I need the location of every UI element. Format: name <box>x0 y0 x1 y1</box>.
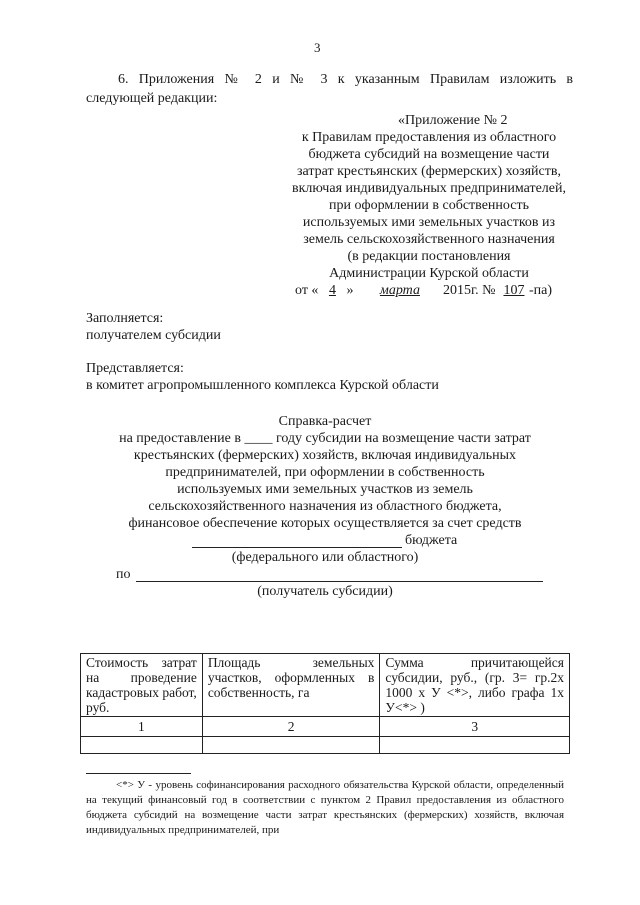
appendix-line: затрат крестьянских (фермерских) хозяйств, <box>296 164 561 179</box>
appendix-line: к Правилам предоставления из областного <box>301 130 557 145</box>
decree-number: 107 <box>503 283 525 298</box>
table-number-row <box>81 717 570 737</box>
table-cell <box>202 737 380 754</box>
certificate-title: Справка-расчет <box>278 414 372 429</box>
appendix-line: бюджета субсидий на возмещение части <box>308 147 550 162</box>
appendix-line: при оформлении в собственность <box>329 198 529 213</box>
submitted-value: в комитет агропромышленного комплекса Курской области <box>86 378 439 393</box>
subsidy-table <box>80 653 570 754</box>
budget-word: бюджета <box>405 533 458 548</box>
recipient-blank-line <box>136 581 543 582</box>
appendix-line: Администрации Курской области <box>329 266 529 281</box>
appendix-line: (в редакции постановления <box>347 249 511 264</box>
column-number: 2 <box>202 717 380 737</box>
certificate-line: предпринимателей, при оформлении в собственность <box>165 465 485 480</box>
filled-by-value: получателем субсидии <box>86 328 221 343</box>
date-day: 4 <box>328 283 336 298</box>
filled-by-label: Заполняется: <box>86 311 164 326</box>
date-year: 2015г. № <box>442 283 499 298</box>
certificate-line: на предоставление в ____ году субсидии на возмещение части затрат <box>119 431 531 446</box>
appendix-title: «Приложение № 2 <box>398 113 508 128</box>
paragraph-6-line2: следующей редакции: <box>86 91 218 106</box>
certificate-line: сельскохозяйственного назначения из областного бюджета, <box>148 499 502 514</box>
appendix-date <box>295 283 552 299</box>
date-suffix: -па) <box>528 283 552 298</box>
table-cell <box>81 737 203 754</box>
certificate-line: используемых ими земельных участков из земель <box>177 482 473 497</box>
page-number: 3 <box>314 40 321 55</box>
table-cell <box>380 737 570 754</box>
budget-blank-line <box>192 547 402 548</box>
recipient-caption: (получатель субсидии) <box>257 584 393 599</box>
appendix-line: земель сельскохозяйственного назначения <box>303 232 555 247</box>
po-label: по <box>116 567 131 582</box>
submitted-label: Представляется: <box>86 361 184 376</box>
date-month: марта <box>379 283 420 298</box>
header-area: Площадь земельных участков, оформленных в собственность, га <box>202 654 380 717</box>
date-prefix: от « <box>295 283 319 298</box>
table-row <box>81 737 570 754</box>
footnote-text: <*> У - уровень софинансирования расходного обязательства Курской области, определенный на текущий финансовый год в соответствии с пунктом 2 Правил предоставления из областного бюджета субсидий на возмещение части затрат крестьянских (фермерских) хозяйств, включая индивидуальных предпринимателей, при <box>86 779 564 836</box>
column-number: 3 <box>380 717 570 737</box>
header-cost: Стоимость затрат на проведение кадастровых работ, руб. <box>81 654 203 717</box>
appendix-line: используемых ими земельных участков из <box>302 215 556 230</box>
date-mid: » <box>346 283 357 298</box>
certificate-line: крестьянских (фермерских) хозяйств, включая индивидуальных <box>133 448 517 463</box>
paragraph-6-line1: 6. Приложения № 2 и № 3 к указанным Правилам изложить в <box>118 72 573 87</box>
column-number: 1 <box>81 717 203 737</box>
header-subsidy: Сумма причитающейся субсидии, руб., (гр. 3= гр.2х 1000 х У <*>, либо графа 1х У<*> ) <box>380 654 570 717</box>
footnote-separator <box>86 773 191 774</box>
budget-caption: (федерального или областного) <box>231 550 419 565</box>
certificate-line: финансовое обеспечение которых осуществляется за счет средств <box>128 516 522 531</box>
table-header-row <box>81 654 570 717</box>
appendix-line: включая индивидуальных предпринимателей, <box>291 181 567 196</box>
